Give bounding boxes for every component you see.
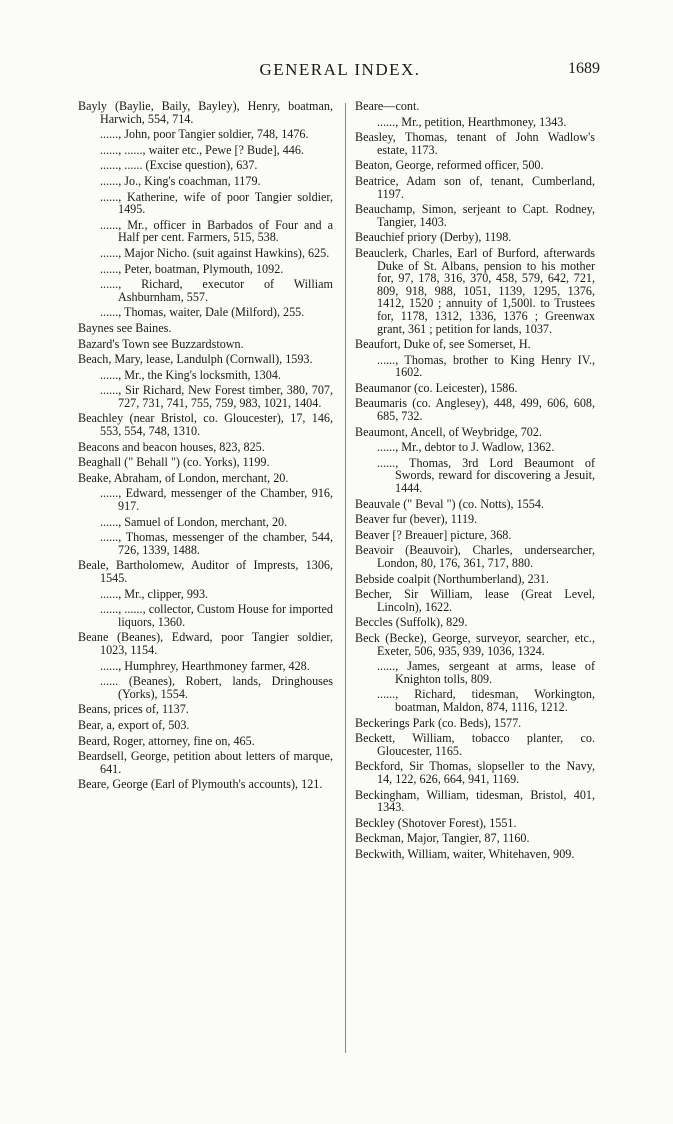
index-entry: Becher, Sir William, lease (Great Level, Lincoln), 1622. [355, 587, 595, 614]
index-entry: Beckman, Major, Tangier, 87, 1160. [355, 831, 530, 846]
index-entry: Beasley, Thomas, tenant of John Wadlow's estate, 1173. [355, 130, 595, 157]
index-entry: ......, ......, waiter etc., Pewe [? Bude], 446. [100, 142, 304, 157]
page-title: GENERAL INDEX. [259, 60, 421, 79]
index-entry: Beatrice, Adam son of, tenant, Cumberland, 1197. [355, 173, 595, 201]
index-entry: ......, ......, collector, Custom House for imported liquors, 1360. [100, 602, 333, 629]
right-index-column [355, 100, 595, 863]
index-entry: Beardsell, George, petition about letters of marque, 641. [78, 749, 333, 776]
index-entry: ......, Richard, executor of William Ashburnham, 557. [100, 277, 333, 304]
index-entry: Bear, a, export of, 503. [78, 717, 190, 732]
page-header [80, 60, 600, 86]
index-entry: Beare—cont. [355, 99, 420, 113]
index-entry: Beauchief priory (Derby), 1198. [355, 230, 512, 245]
index-entry: Beauvale (" Beval ") (co. Notts), 1554. [355, 496, 544, 511]
index-entry: ......, Mr., debtor to J. Wadlow, 1362. [377, 440, 555, 455]
index-entry: Beckett, William, tobacco planter, co. Gloucester, 1165. [355, 731, 595, 758]
index-entry: ......, Mr., petition, Hearthmoney, 1343. [377, 114, 567, 129]
index-entry: Beckwith, William, waiter, Whitehaven, 909. [355, 846, 575, 861]
index-entry: ......, Edward, messenger of the Chamber, 916, 917. [100, 486, 333, 514]
index-entry: ......, James, sergeant at arms, lease of Knighton tolls, 809. [377, 659, 595, 686]
index-entry: Beckingham, William, tidesman, Bristol, 401, 1343. [355, 787, 595, 815]
index-entry: Beard, Roger, attorney, fine on, 465. [78, 733, 255, 748]
index-entry: Beaumont, Ancell, of Weybridge, 702. [355, 424, 542, 439]
index-entry: Beans, prices of, 1137. [78, 702, 189, 717]
index-entry: Beaumaris (co. Anglesey), 448, 499, 606, 608, 685, 732. [355, 396, 595, 424]
index-entry: Beach, Mary, lease, Landulph (Cornwall), 1593. [78, 352, 313, 367]
index-entry: Beaufort, Duke of, see Somerset, H. [355, 337, 531, 352]
index-entry: Beckley (Shotover Forest), 1551. [355, 815, 517, 830]
index-entry: ......, Mr., the King's locksmith, 1304. [100, 367, 281, 382]
index-entry: ......, Major Nicho. (suit against Hawkins), 625. [100, 245, 330, 260]
index-entry: ......, Thomas, 3rd Lord Beaumont of Swords, reward for discovering a Jesuit, 1444. [377, 455, 595, 496]
index-entry: Beaton, George, reformed officer, 500. [355, 158, 544, 173]
index-entry: Beane (Beanes), Edward, poor Tangier soldier, 1023, 1154. [78, 630, 333, 657]
index-entry: Beccles (Suffolk), 829. [355, 615, 468, 630]
index-entry: Beachley (near Bristol, co. Gloucester), 17, 146, 553, 554, 748, 1310. [78, 411, 333, 439]
index-entry: Bebside coalpit (Northumberland), 231. [355, 571, 549, 586]
index-entry: ......, Peter, boatman, Plymouth, 1092. [100, 261, 284, 276]
index-entry: ......, Richard, tidesman, Workington, boatman, Maldon, 874, 1116, 1212. [377, 687, 595, 714]
index-entry: Beaver fur (bever), 1119. [355, 512, 478, 527]
index-entry: Beaumanor (co. Leicester), 1586. [355, 380, 518, 395]
index-entry: Beacons and beacon houses, 823, 825. [78, 439, 265, 454]
index-entry: ......, Thomas, waiter, Dale (Milford), 255. [100, 305, 305, 320]
index-entry: ......, ...... (Excise question), 637. [100, 158, 258, 173]
page-number: 1689 [568, 60, 600, 77]
index-entry: ......, Katherine, wife of poor Tangier soldier, 1495. [100, 189, 333, 217]
index-entry: Beckerings Park (co. Beds), 1577. [355, 715, 522, 730]
index-entry: ......, Thomas, messenger of the chamber, 544, 726, 1339, 1488. [100, 530, 333, 557]
index-entry: Beaghall (" Behall ") (co. Yorks), 1199. [78, 455, 270, 470]
index-entry: ......, Mr., clipper, 993. [100, 586, 209, 601]
left-index-column [78, 100, 333, 794]
index-entry: ...... (Beanes), Robert, lands, Dringhouses (Yorks), 1554. [100, 674, 333, 701]
index-entry: Beale, Bartholomew, Auditor of Imprests, 1306, 1545. [78, 558, 333, 585]
index-entry: Beaver [? Breauer] picture, 368. [355, 527, 512, 542]
index-entry: ......, Jo., King's coachman, 1179. [100, 173, 261, 188]
index-entry: Beauclerk, Charles, Earl of Burford, afterwards Duke of St. Albans, pension to his mother for, 97, 178, 316, 370, 458, 579, 642, 721, 809, 918, 988, 1051, 1139, 1295, 1376, 1412, 1520 ; annuity of 1,500l. to Trustees for, 1178, 1312, 1336, 1376 ; Greenwax grant, 361 ; petition for lands, 1037. [355, 245, 595, 336]
index-entry: Bazard's Town see Buzzardstown. [78, 336, 244, 351]
index-entry: Beauchamp, Simon, serjeant to Capt. Rodney, Tangier, 1403. [355, 202, 595, 229]
index-entry: Beavoir (Beauvoir), Charles, undersearcher, London, 80, 176, 361, 717, 880. [355, 543, 595, 570]
index-entry: Beare, George (Earl of Plymouth's accounts), 121. [78, 777, 323, 792]
index-entry: ......, Samuel of London, merchant, 20. [100, 514, 288, 529]
index-entry: ......, Thomas, brother to King Henry IV., 1602. [377, 352, 595, 380]
index-entry: Beck (Becke), George, surveyor, searcher, etc., Exeter, 506, 935, 939, 1036, 1324. [355, 630, 595, 658]
index-entry: ......, Humphrey, Hearthmoney farmer, 428. [100, 658, 310, 673]
index-entry: Baynes see Baines. [78, 320, 172, 335]
index-entry: ......, Sir Richard, New Forest timber, 380, 707, 727, 731, 741, 755, 759, 983, 1021, 1404. [100, 383, 333, 410]
index-entry: ......, Mr., officer in Barbados of Four and a Half per cent. Farmers, 515, 538. [100, 217, 333, 245]
column-divider [345, 103, 346, 1053]
index-entry: Beake, Abraham, of London, merchant, 20. [78, 470, 289, 485]
index-entry: Bayly (Baylie, Baily, Bayley), Henry, boatman, Harwich, 554, 714. [78, 99, 333, 126]
index-entry: Beckford, Sir Thomas, slopseller to the Navy, 14, 122, 626, 664, 941, 1169. [355, 759, 595, 786]
index-entry: ......, John, poor Tangier soldier, 748, 1476. [100, 127, 309, 142]
